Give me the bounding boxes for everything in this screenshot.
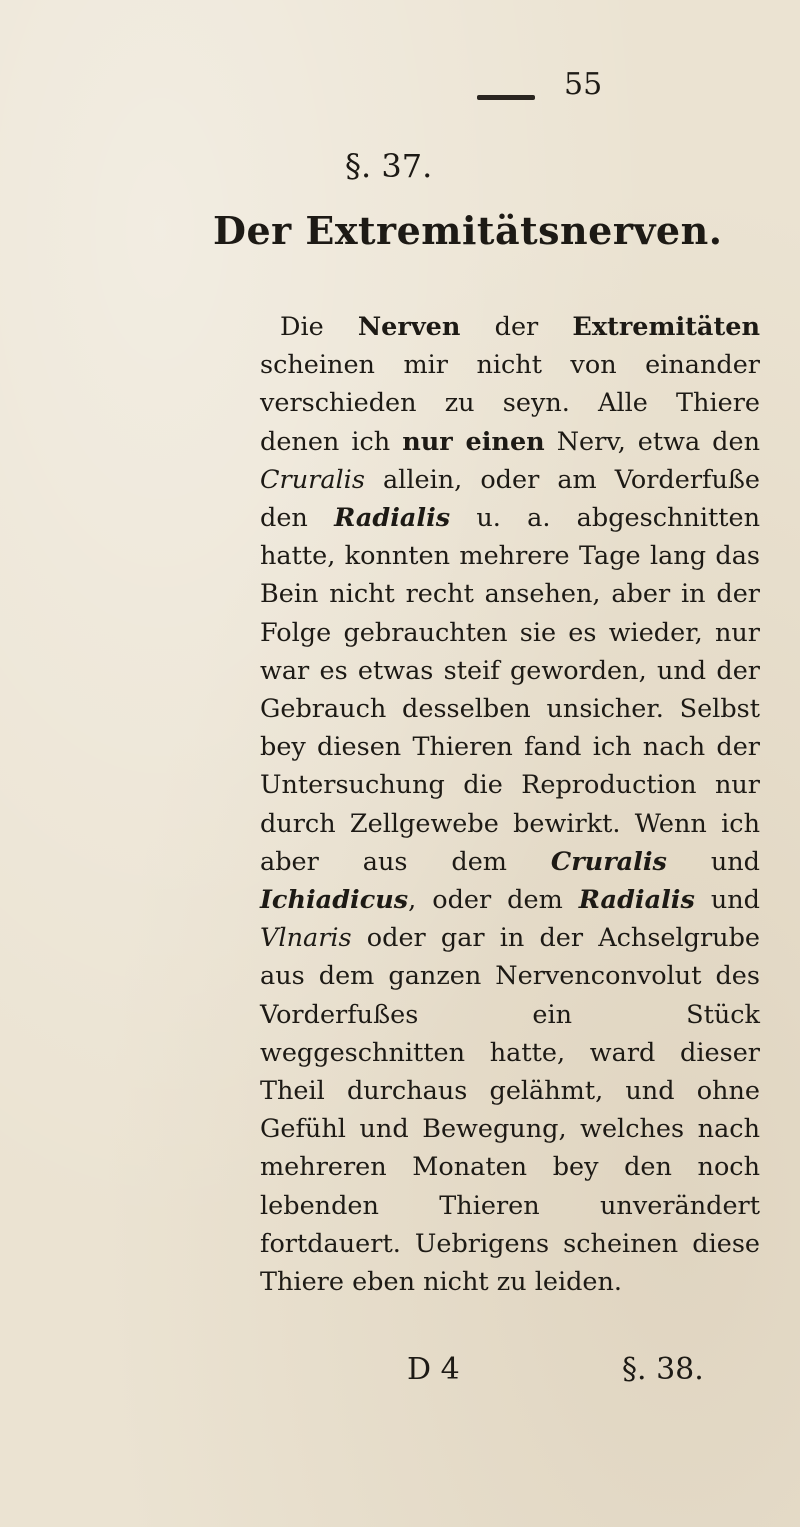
catchword: §. 38. [622,1352,704,1387]
text-run: Die [280,312,358,342]
text-run: der [460,312,573,342]
header-rule [477,95,535,100]
section-number: §. 37. [345,147,433,185]
emphasized-term: Cruralis [260,464,365,495]
text-run: allein, oder am Vorderfuße den [260,464,760,534]
text-run: oder gar in der Achselgrube aus dem ganzen Nervenconvolut des Vorderfußes ein Stück weggeschnitten hatte, ward dieser Theil durchaus gelähmt, und ohne Gefühl und Bewegung, welches nach mehreren Monaten bey den noch lebenden Thieren unverändert fortdauert. Uebrigens scheinen diese Thiere eben nicht zu leiden. [260,923,760,1298]
text-run: scheinen mir nicht von einander verschieden zu seyn. Alle Thiere denen ich [260,350,760,457]
emphasized-term: Nerven [357,312,461,342]
text-run: und [666,846,760,877]
signature-mark: D 4 [407,1352,460,1387]
emphasized-term: Extremitäten [572,312,760,342]
page-number: 55 [564,67,603,102]
text-run: u. a. abgeschnitten hatte, konnten mehrere Tage lang das Bein nicht recht ansehen, aber in der Folge gebrauchten sie es wieder, nur war es etwas steif geworden, und der Gebrauch desselben unsicher. Selbst bey diesen Thieren fand ich nach der Untersuchung die Reproduction nur durch Zellgewebe bewirkt. Wenn ich aber aus dem [260,503,760,877]
text-run: und [694,885,760,916]
text-run: Nerv, etwa den [544,426,760,457]
emphasized-term: nur einen [402,426,545,457]
emphasized-term: Radialis [334,503,451,534]
text-run: , oder dem [408,885,579,916]
emphasized-term: Ichiadicus [260,885,409,916]
emphasized-term: Vlnaris [260,923,352,954]
emphasized-term: Radialis [578,885,695,916]
body-text [260,308,760,1301]
body-paragraph [260,308,760,1301]
emphasized-term: Cruralis [550,846,667,877]
section-heading: Der Extremitätsnerven. [213,208,723,253]
